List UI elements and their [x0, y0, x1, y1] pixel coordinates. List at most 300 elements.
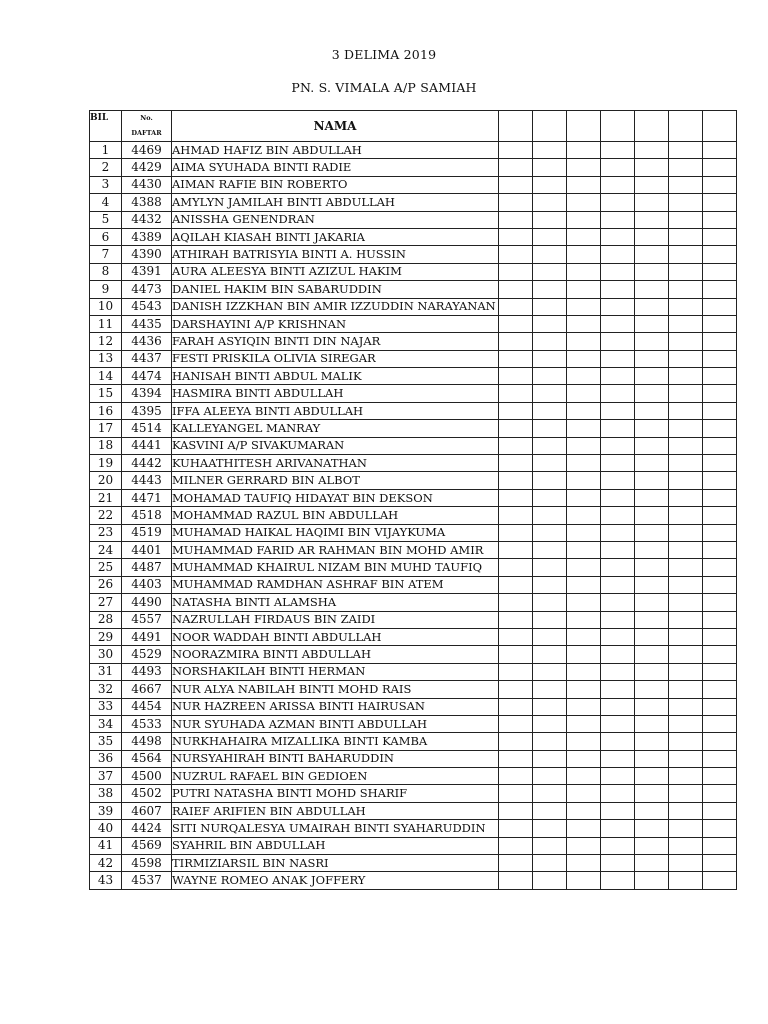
table-row [90, 594, 737, 611]
blank-cell [703, 820, 737, 837]
student-name: WAYNE ROMEO ANAK JOFFERY [172, 872, 499, 889]
student-name: RAIEF ARIFIEN BIN ABDULLAH [172, 802, 499, 819]
row-number: 34 [90, 715, 122, 732]
blank-cell [499, 820, 533, 837]
registration-number: 4454 [122, 698, 172, 715]
blank-cell [669, 176, 703, 193]
blank-cell [703, 681, 737, 698]
registration-number: 4519 [122, 524, 172, 541]
blank-cell [635, 611, 669, 628]
row-number: 41 [90, 837, 122, 854]
blank-cell [533, 142, 567, 159]
blank-cell [499, 211, 533, 228]
blank-cell [533, 385, 567, 402]
blank-cell [635, 594, 669, 611]
blank-cell [635, 559, 669, 576]
blank-cell [635, 228, 669, 245]
student-name: NUZRUL RAFAEL BIN GEDIOEN [172, 768, 499, 785]
row-number: 40 [90, 820, 122, 837]
blank-cell [533, 733, 567, 750]
blank-cell [567, 402, 601, 419]
row-number: 4 [90, 194, 122, 211]
blank-cell [703, 611, 737, 628]
blank-cell [703, 142, 737, 159]
blank-cell [669, 368, 703, 385]
blank-cell [703, 368, 737, 385]
registration-number: 4607 [122, 802, 172, 819]
blank-cell [703, 541, 737, 558]
student-name: AQILAH KIASAH BINTI JAKARIA [172, 228, 499, 245]
blank-cell [567, 750, 601, 767]
registration-number: 4441 [122, 437, 172, 454]
registration-number: 4598 [122, 855, 172, 872]
blank-cell [533, 802, 567, 819]
student-name: DANISH IZZKHAN BIN AMIR IZZUDDIN NARAYANAN [172, 298, 499, 315]
blank-cell [601, 646, 635, 663]
blank-cell [499, 350, 533, 367]
blank-cell [499, 768, 533, 785]
class-roster-table [89, 110, 737, 890]
table-row [90, 472, 737, 489]
blank-cell [499, 472, 533, 489]
blank-cell [635, 420, 669, 437]
blank-cell [669, 281, 703, 298]
student-name: NAZRULLAH FIRDAUS BIN ZAIDI [172, 611, 499, 628]
blank-cell [635, 576, 669, 593]
blank-cell [669, 628, 703, 645]
blank-cell [499, 437, 533, 454]
table-row [90, 228, 737, 245]
row-number: 13 [90, 350, 122, 367]
blank-cell [533, 855, 567, 872]
table-row [90, 820, 737, 837]
blank-cell [567, 176, 601, 193]
blank-cell [601, 559, 635, 576]
blank-cell [703, 350, 737, 367]
registration-number: 4394 [122, 385, 172, 402]
registration-number: 4388 [122, 194, 172, 211]
blank-cell [601, 802, 635, 819]
registration-number: 4395 [122, 402, 172, 419]
row-number: 20 [90, 472, 122, 489]
blank-cell [533, 681, 567, 698]
blank-cell [533, 298, 567, 315]
row-number: 19 [90, 455, 122, 472]
blank-cell [499, 681, 533, 698]
blank-cell [703, 455, 737, 472]
blank-cell [703, 524, 737, 541]
blank-cell [635, 541, 669, 558]
registration-number: 4487 [122, 559, 172, 576]
blank-cell [635, 472, 669, 489]
table-row [90, 628, 737, 645]
blank-cell [669, 733, 703, 750]
blank-cell [567, 594, 601, 611]
blank-cell [601, 472, 635, 489]
registration-number: 4502 [122, 785, 172, 802]
blank-cell [567, 646, 601, 663]
blank-cell [669, 211, 703, 228]
blank-cell [601, 837, 635, 854]
registration-number: 4557 [122, 611, 172, 628]
blank-cell [499, 281, 533, 298]
blank-cell [635, 524, 669, 541]
student-name: DANIEL HAKIM BIN SABARUDDIN [172, 281, 499, 298]
blank-cell [601, 176, 635, 193]
blank-cell [669, 611, 703, 628]
blank-cell [567, 298, 601, 315]
blank-cell [533, 750, 567, 767]
blank-cell [669, 820, 703, 837]
registration-number: 4518 [122, 507, 172, 524]
blank-cell [703, 263, 737, 280]
blank-cell [669, 802, 703, 819]
blank-cell [601, 281, 635, 298]
blank-cell [601, 489, 635, 506]
blank-cell [567, 281, 601, 298]
blank-cell [635, 715, 669, 732]
blank-cell [703, 855, 737, 872]
blank-cell [567, 768, 601, 785]
blank-cell [635, 750, 669, 767]
student-name: HASMIRA BINTI ABDULLAH [172, 385, 499, 402]
blank-cell [567, 263, 601, 280]
blank-cell [499, 315, 533, 332]
blank-cell [499, 228, 533, 245]
blank-cell [669, 646, 703, 663]
blank-cell [635, 507, 669, 524]
blank-cell [703, 211, 737, 228]
blank-cell [669, 541, 703, 558]
table-row [90, 698, 737, 715]
blank-cell [703, 628, 737, 645]
blank-cell [567, 681, 601, 698]
registration-number: 4424 [122, 820, 172, 837]
blank-cell [533, 576, 567, 593]
registration-number: 4389 [122, 228, 172, 245]
blank-cell [669, 489, 703, 506]
blank-cell [567, 489, 601, 506]
table-row [90, 541, 737, 558]
row-number: 5 [90, 211, 122, 228]
student-name: MUHAMMAD FARID AR RAHMAN BIN MOHD AMIR [172, 541, 499, 558]
registration-number: 4443 [122, 472, 172, 489]
blank-cell [669, 263, 703, 280]
blank-cell [567, 559, 601, 576]
blank-cell [499, 715, 533, 732]
row-number: 16 [90, 402, 122, 419]
row-number: 32 [90, 681, 122, 698]
blank-cell [669, 402, 703, 419]
blank-cell [567, 350, 601, 367]
blank-cell [601, 872, 635, 889]
document-title: 3 DELIMA 2019 [331, 47, 437, 62]
blank-cell [669, 298, 703, 315]
blank-cell [669, 785, 703, 802]
registration-number: 4429 [122, 159, 172, 176]
blank-cell [567, 194, 601, 211]
blank-cell [533, 646, 567, 663]
student-name: NUR HAZREEN ARISSA BINTI HAIRUSAN [172, 698, 499, 715]
table-row [90, 194, 737, 211]
blank-cell [533, 263, 567, 280]
student-name: NOOR WADDAH BINTI ABDULLAH [172, 628, 499, 645]
blank-cell [533, 715, 567, 732]
blank-cell [499, 785, 533, 802]
blank-cell [703, 420, 737, 437]
blank-cell [499, 420, 533, 437]
row-number: 29 [90, 628, 122, 645]
row-number: 23 [90, 524, 122, 541]
blank-cell [499, 594, 533, 611]
student-name: AMYLYN JAMILAH BINTI ABDULLAH [172, 194, 499, 211]
blank-cell [635, 785, 669, 802]
blank-cell [533, 176, 567, 193]
blank-cell [533, 420, 567, 437]
table-row [90, 437, 737, 454]
table-row [90, 281, 737, 298]
registration-number: 4533 [122, 715, 172, 732]
blank-cell [635, 385, 669, 402]
blank-cell [567, 211, 601, 228]
registration-number: 4564 [122, 750, 172, 767]
student-name: MUHAMAD HAIKAL HAQIMI BIN VIJAYKUMA [172, 524, 499, 541]
row-number: 24 [90, 541, 122, 558]
blank-cell [567, 315, 601, 332]
blank-cell [567, 820, 601, 837]
blank-cell [499, 402, 533, 419]
registration-number: 4493 [122, 663, 172, 680]
registration-number: 4430 [122, 176, 172, 193]
blank-cell [499, 750, 533, 767]
row-number: 7 [90, 246, 122, 263]
student-name: MOHAMMAD RAZUL BIN ABDULLAH [172, 507, 499, 524]
blank-cell [567, 802, 601, 819]
blank-cell [669, 437, 703, 454]
blank-cell [499, 576, 533, 593]
blank-cell [601, 228, 635, 245]
blank-cell [601, 628, 635, 645]
column-header-blank [499, 111, 533, 142]
blank-cell [567, 733, 601, 750]
table-row [90, 802, 737, 819]
blank-cell [601, 385, 635, 402]
registration-number: 4529 [122, 646, 172, 663]
student-name: MILNER GERRARD BIN ALBOT [172, 472, 499, 489]
registration-number: 4403 [122, 576, 172, 593]
row-number: 35 [90, 733, 122, 750]
blank-cell [703, 228, 737, 245]
blank-cell [533, 559, 567, 576]
blank-cell [669, 246, 703, 263]
blank-cell [703, 837, 737, 854]
blank-cell [635, 176, 669, 193]
table-row [90, 368, 737, 385]
registration-number: 4490 [122, 594, 172, 611]
blank-cell [669, 750, 703, 767]
blank-cell [635, 194, 669, 211]
blank-cell [601, 194, 635, 211]
blank-cell [635, 298, 669, 315]
blank-cell [567, 715, 601, 732]
registration-number: 4436 [122, 333, 172, 350]
blank-cell [703, 472, 737, 489]
row-number: 3 [90, 176, 122, 193]
blank-cell [567, 611, 601, 628]
column-header-no-daftar-line2: DAFTAR [131, 129, 162, 137]
student-name: NORSHAKILAH BINTI HERMAN [172, 663, 499, 680]
student-name: PUTRI NATASHA BINTI MOHD SHARIF [172, 785, 499, 802]
student-name: AIMAN RAFIE BIN ROBERTO [172, 176, 499, 193]
blank-cell [669, 594, 703, 611]
blank-cell [703, 507, 737, 524]
student-name: NURSYAHIRAH BINTI BAHARUDDIN [172, 750, 499, 767]
row-number: 30 [90, 646, 122, 663]
registration-number: 4514 [122, 420, 172, 437]
blank-cell [601, 298, 635, 315]
blank-cell [601, 576, 635, 593]
registration-number: 4474 [122, 368, 172, 385]
registration-number: 4390 [122, 246, 172, 263]
registration-number: 4537 [122, 872, 172, 889]
student-name: MUHAMMAD KHAIRUL NIZAM BIN MUHD TAUFIQ [172, 559, 499, 576]
blank-cell [533, 402, 567, 419]
row-number: 42 [90, 855, 122, 872]
blank-cell [567, 872, 601, 889]
blank-cell [635, 802, 669, 819]
table-row [90, 246, 737, 263]
row-number: 15 [90, 385, 122, 402]
row-number: 11 [90, 315, 122, 332]
blank-cell [635, 733, 669, 750]
blank-cell [567, 142, 601, 159]
blank-cell [635, 855, 669, 872]
row-number: 38 [90, 785, 122, 802]
blank-cell [499, 646, 533, 663]
blank-cell [669, 663, 703, 680]
blank-cell [533, 246, 567, 263]
blank-cell [601, 246, 635, 263]
blank-cell [703, 663, 737, 680]
registration-number: 4442 [122, 455, 172, 472]
blank-cell [635, 768, 669, 785]
blank-cell [635, 455, 669, 472]
blank-cell [533, 663, 567, 680]
student-name: NOORAZMIRA BINTI ABDULLAH [172, 646, 499, 663]
table-row [90, 646, 737, 663]
blank-cell [703, 750, 737, 767]
blank-cell [499, 159, 533, 176]
blank-cell [601, 524, 635, 541]
blank-cell [567, 663, 601, 680]
table-row [90, 872, 737, 889]
blank-cell [601, 541, 635, 558]
blank-cell [533, 611, 567, 628]
column-header-blank [567, 111, 601, 142]
row-number: 28 [90, 611, 122, 628]
student-name: AURA ALEESYA BINTI AZIZUL HAKIM [172, 263, 499, 280]
blank-cell [601, 333, 635, 350]
blank-cell [567, 333, 601, 350]
blank-cell [669, 333, 703, 350]
blank-cell [635, 281, 669, 298]
blank-cell [703, 246, 737, 263]
row-number: 36 [90, 750, 122, 767]
blank-cell [533, 541, 567, 558]
registration-number: 4543 [122, 298, 172, 315]
blank-cell [499, 663, 533, 680]
blank-cell [533, 489, 567, 506]
registration-number: 4491 [122, 628, 172, 645]
blank-cell [499, 802, 533, 819]
blank-cell [567, 159, 601, 176]
column-header-blank [533, 111, 567, 142]
blank-cell [601, 455, 635, 472]
blank-cell [533, 837, 567, 854]
table-row [90, 455, 737, 472]
row-number: 6 [90, 228, 122, 245]
row-number: 10 [90, 298, 122, 315]
blank-cell [533, 350, 567, 367]
row-number: 22 [90, 507, 122, 524]
table-row [90, 350, 737, 367]
table-row [90, 681, 737, 698]
table-row [90, 263, 737, 280]
blank-cell [533, 315, 567, 332]
blank-cell [499, 628, 533, 645]
blank-cell [601, 507, 635, 524]
blank-cell [703, 715, 737, 732]
table-row [90, 176, 737, 193]
blank-cell [635, 315, 669, 332]
registration-number: 4437 [122, 350, 172, 367]
registration-number: 4401 [122, 541, 172, 558]
blank-cell [635, 681, 669, 698]
blank-cell [703, 385, 737, 402]
blank-cell [601, 733, 635, 750]
student-name: MUHAMMAD RAMDHAN ASHRAF BIN ATEM [172, 576, 499, 593]
table-row [90, 315, 737, 332]
blank-cell [567, 837, 601, 854]
row-number: 39 [90, 802, 122, 819]
blank-cell [635, 263, 669, 280]
blank-cell [703, 437, 737, 454]
blank-cell [499, 524, 533, 541]
column-header-bil: BIL [90, 111, 122, 142]
student-name: HANISAH BINTI ABDUL MALIK [172, 368, 499, 385]
table-row [90, 768, 737, 785]
column-header-blank [669, 111, 703, 142]
registration-number: 4469 [122, 142, 172, 159]
row-number: 18 [90, 437, 122, 454]
student-name: SITI NURQALESYA UMAIRAH BINTI SYAHARUDDIN [172, 820, 499, 837]
table-row [90, 855, 737, 872]
row-number: 27 [90, 594, 122, 611]
blank-cell [669, 576, 703, 593]
registration-number: 4473 [122, 281, 172, 298]
blank-cell [669, 315, 703, 332]
blank-cell [601, 350, 635, 367]
student-name: DARSHAYINI A/P KRISHNAN [172, 315, 499, 332]
blank-cell [499, 611, 533, 628]
blank-cell [669, 872, 703, 889]
blank-cell [567, 855, 601, 872]
blank-cell [703, 402, 737, 419]
blank-cell [533, 455, 567, 472]
blank-cell [499, 855, 533, 872]
blank-cell [669, 507, 703, 524]
blank-cell [669, 855, 703, 872]
